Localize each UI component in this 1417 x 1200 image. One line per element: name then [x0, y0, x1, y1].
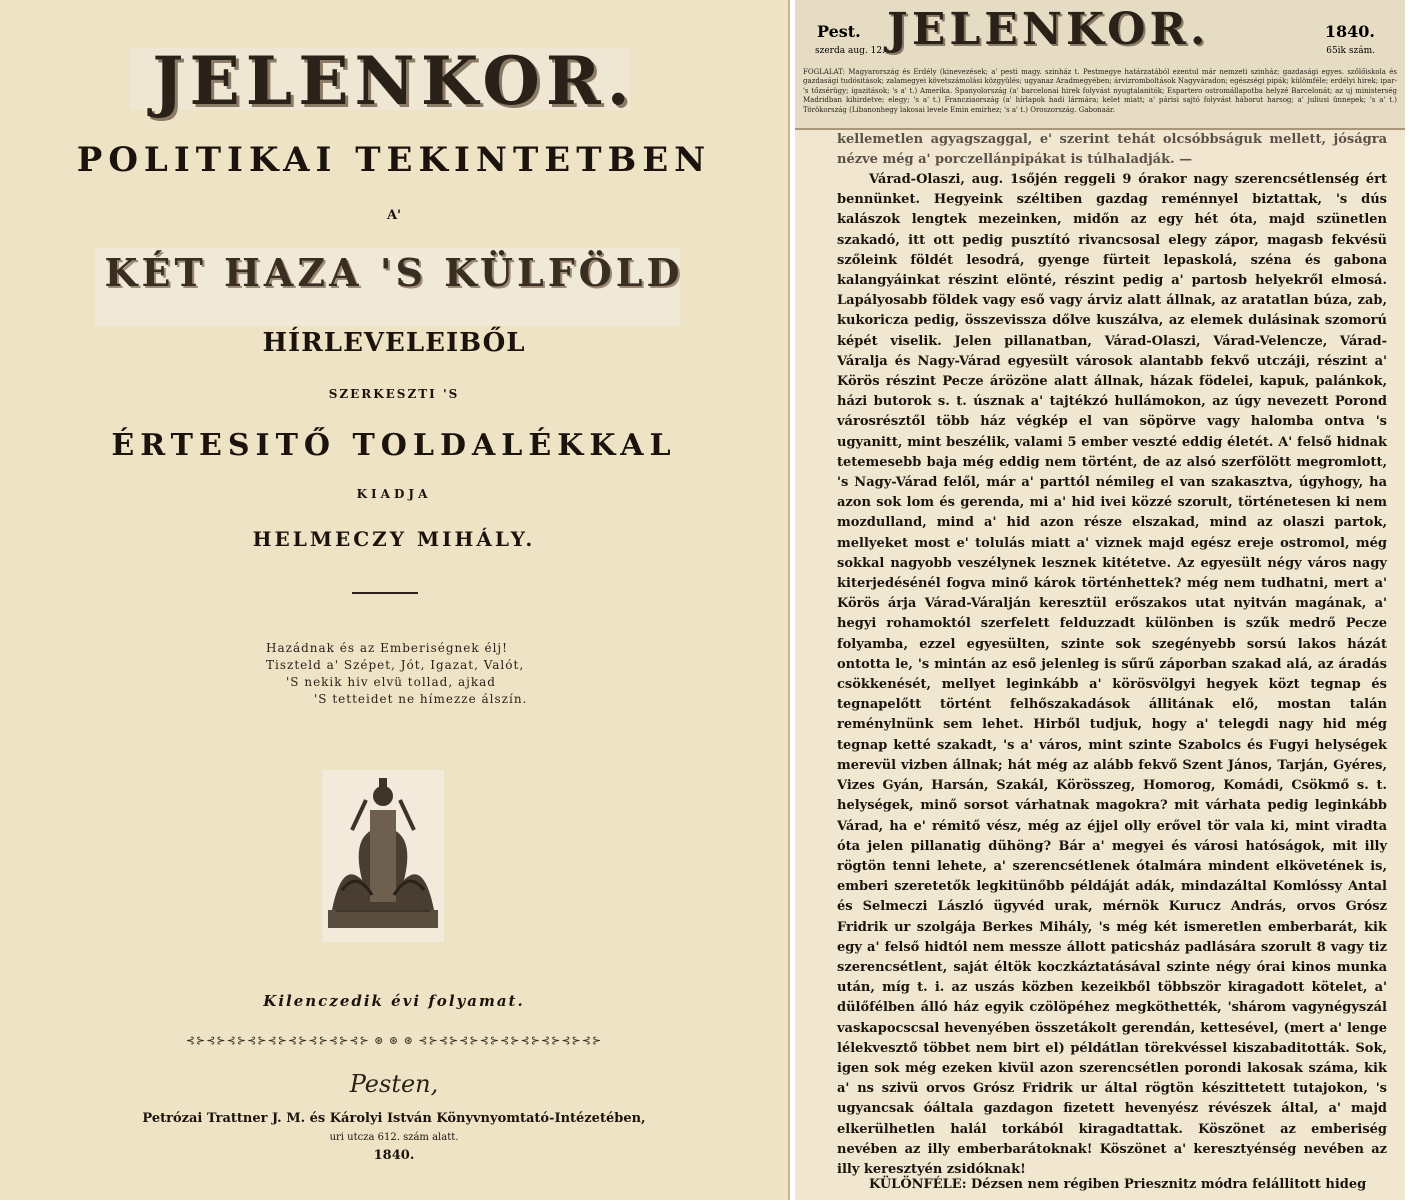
imprint-printer: Petrózai Trattner J. M. és Károlyi István Könyvnyomtató-Intézetében,	[142, 1111, 646, 1126]
imprint-year: 1840.	[373, 1148, 415, 1163]
header-issue-number: 65ik szám.	[1326, 46, 1375, 56]
article-continuation: kellemetlen agyagszaggal, e' szerint tehát olcsóbbságuk mellett, jóságra nézve még a' porczellánpipákat is túlhaladják. —	[837, 132, 1387, 167]
imprint-address: uri utcza 612. szám alatt.	[329, 1132, 459, 1143]
title-line-ertesito: ÉRTESITŐ TOLDALÉKKAL	[111, 428, 677, 463]
motto-line-2: Tiszteld a' Szépet, Jót, Igazat, Valót,	[266, 658, 525, 672]
issue-header	[795, 0, 1405, 130]
title-line-szerkeszti: SZERKESZTI 'S	[328, 387, 460, 401]
article-body: Várad-Olaszi, aug. 1sőjén reggeli 9 órakor nagy szerencsétlenség ért bennünket. Hegyeink széltiben gazdag reménnyel biztattak, 's dús kalászok lengtek mezeinken, midőn az egy hét óta, majd szünetlen szakadó, itt ott pedig pusztító rivancsosal elegy zápor, magasb fekvésü szőleink földét lesodrá, gyenge fürteit lepaskolá, széna és gabona kalangyáinkat részint elönté, részint pedig a' partosb helyekről elmosá. Lapályosabb földek vagy eső vagy árviz alatt állnak, az aratatlan búza, zab, kukoricza pedig, összevissza dőlve kuszálva, az elemek dulásinak szomorú képét viselik. Jelen pillanatban, Várad-Olaszi, Várad-Velencze, Várad-Váralja és Nagy-Várad egyesült városok alantabb fekvő utczáji, részint a' Körös részint Pecze árözöne alatt állnak, házak födelei, kapuk, palánkok, házi butorok s. t. úsznak a' tajtékzó hullámokon, az úgy nevezett Porond városrésztől több ház végkép el van söpörve vagy halomba ontva 's ugyanitt, mint beszélik, valami 5 ember veszté eddig életét. A' felső hidnak tetemesebb baja még eddig nem történt, de az alsó szerfölött megromlott, 's Nagy-Várad felől, már a' parttól némileg el van szakasztva, úgyhogy, ha azon sok lom és gerenda, mi a' hid ivei közzé szorult, történetesen ki nem mozdulland, mind a' hid azon része elszakad, mind az olaszi partok, mellyeket most e' tolulás miatt a' viznek majd egész ereje ostromol, még sokkal nagyobb veszélynek lesznek kitétetve. Az egyesült négy város nagy kiterjedésénél fogva minő károk történhettek? még nem tudhatni, mert a' Körös árja Várad-Váralján keresztül erőszakos utat nyitván magának, a' hegyi rohamoktól szerfelett felduzzadt különben is szűk medrő Pecze folyamba, ezzel egyesülten, szinte sok szegényebb sorsú lakos házát ontotta le, 's mintán az eső jelenleg is sűrű záporban szakad alá, az áradás csökkenését, mellyet leginkább a' körösvölgyi hegyek közt tegnap és tegnapelőtt történt felhőszakadások állitának elő, mostan talán reménylnünk sem lehet. Hirből tudjuk, hogy a' telegdi nagy hid még tegnap ketté szakadt, 's a' város, mint szinte Szabolcs és Fugyi helységek merevül vizben állnak; hát még az alább fekvő Szent János, Tarján, Gyéres, Vizes Gyán, Harsán, Szakál, Körösszeg, Homorog, Komádi, Csökmő s. t. helységek, minő sorsot várhatnak magokra? mit várhata pedig leginkább Várad, ha e' rémitő vész, még az éjjel olly erővel tör vala ki, mint viradta óta jelen pillanatig dühöng? Bár a' megyei és városi hatóságok, mit illy rögtön tenni lehete, a' szerencsétlenek ótalmára mindent elkövetének is, emberi szeretetők legkitünőbb példáját adák, mindazáltal Komlóssy Antal és Selmeczi László ügyvéd urak, mérnök Kurucz András, orvos Grósz Fridrik ur szolgája Berkes Mihály, 's még két ismeretlen emberbarát, kik egy a' felső hidtól nem messze állott paticsház padlására szorult 8 vagy tiz szerencsétlent, saját éltök koczkáztatásával szinte négy órai kinos munka után, míg t. i. az uszás közben kezeikből többször kiragadott kötelet, a' dülőfélben álló ház egyik czölöpéhez megköthették, 'shárom vagynégyszál vaskapocscsal hevenyében összetákolt gerendán, kettesével, (mert a' lenge lélekvesztő többet nem birt el) példátlan törekvéssel kiszabaditották. Sok, igen sok még ezeken kivül azon szerencsétlen porondi lakosak száma, kik a' ns szivü orvos Grósz Fridrik ur által rögtön készittetett tutajokon, 's ugyancsak óáltala gazdagon fizetett hevenyész révészek által, a' majd elkerülhetlen halál torkából kiragadtattak. Köszönet az emberiség nevében az illy emberbarátoknak! Köszönet a' keresztyénség nevében az illy keresztyén zsidóknak!	[837, 172, 1387, 1177]
ornament-divider: ⊰⊱⊰⊱⊰⊱⊰⊱⊰⊱⊰⊱⊰⊱⊰⊱⊰⊱ ⊛ ⊛ ⊛ ⊰⊱⊰⊱⊰⊱⊰⊱⊰⊱⊰⊱⊰⊱⊰⊱⊰⊱	[185, 1034, 603, 1047]
volume-line: Kilenczedik évi folyamat.	[263, 992, 525, 1010]
title-line-kiadja: KIADJA	[356, 487, 432, 501]
header-place: Pest.	[817, 22, 861, 41]
motto-line-3: 'S nekik hiv elvü tollad, ajkad	[286, 675, 496, 689]
imprint-place: Pesten,	[349, 1070, 439, 1098]
issue-masthead: JELENKOR.	[887, 4, 1210, 55]
title-divider	[352, 592, 418, 594]
title-line-editor: HELMECZY MIHÁLY.	[252, 527, 536, 551]
allegorical-vignette-image	[322, 770, 444, 942]
issue-page	[795, 0, 1405, 1200]
table-of-contents: FOGLALAT: Magyarország és Erdély (kinevezések; a' pesti magy. szinház t. Pestmegye határzatából ezentul már nemzeti szinház; gazdasági egyes. szőlőiskola és gazdasági tudósitások; zalamegyei követszámolási közgyülés; ugyanaz Aradmegyében; árvizromboltások Nagyváradon; egészségi pipák; külömféle; erdélyi hirek; ipar-'s tőzsérügy; igazitások; 's a' t.) Amerika. Spanyolország (a' barcelonai hirek folyvást nyugtalanitók; Espartero ostromállapotba helyzé Barcelonát; az uj ministerség Madridban kihirdetve; elegy; 's a' t.) Francziaország (a' hírlapok hadi lármára; kelet miatt; a' párisi sajtó folyvást háborut harsog; a' juliusi ünnepek; 's a' t.) Törökország (Libanonhegy lakosai levele Emin emirhez; 's a' t.) Oroszország. Gabonaár.	[803, 68, 1397, 114]
title-line-hirleveleibol: HÍRLEVELEIBŐL	[262, 328, 526, 358]
title-line-ket-haza: KÉT HAZA 'S KÜLFÖLD	[104, 250, 684, 295]
motto-line-4: 'S tetteidet ne hímezze álszín.	[314, 692, 528, 706]
title-line-politikai: POLITIKAI TEKINTETBEN	[76, 140, 712, 180]
miscellany-heading: KÜLÖNFÉLE: Dézsen nem régiben Priesznitz módra felállitott hideg	[869, 1177, 1367, 1192]
title-line-a: A'	[386, 208, 402, 223]
header-date: szerda aug. 12.	[815, 46, 885, 56]
title-masthead: JELENKOR.	[152, 42, 636, 120]
header-year: 1840.	[1324, 22, 1375, 41]
motto-line-1: Hazádnak és az Emberiségnek élj!	[266, 641, 508, 655]
